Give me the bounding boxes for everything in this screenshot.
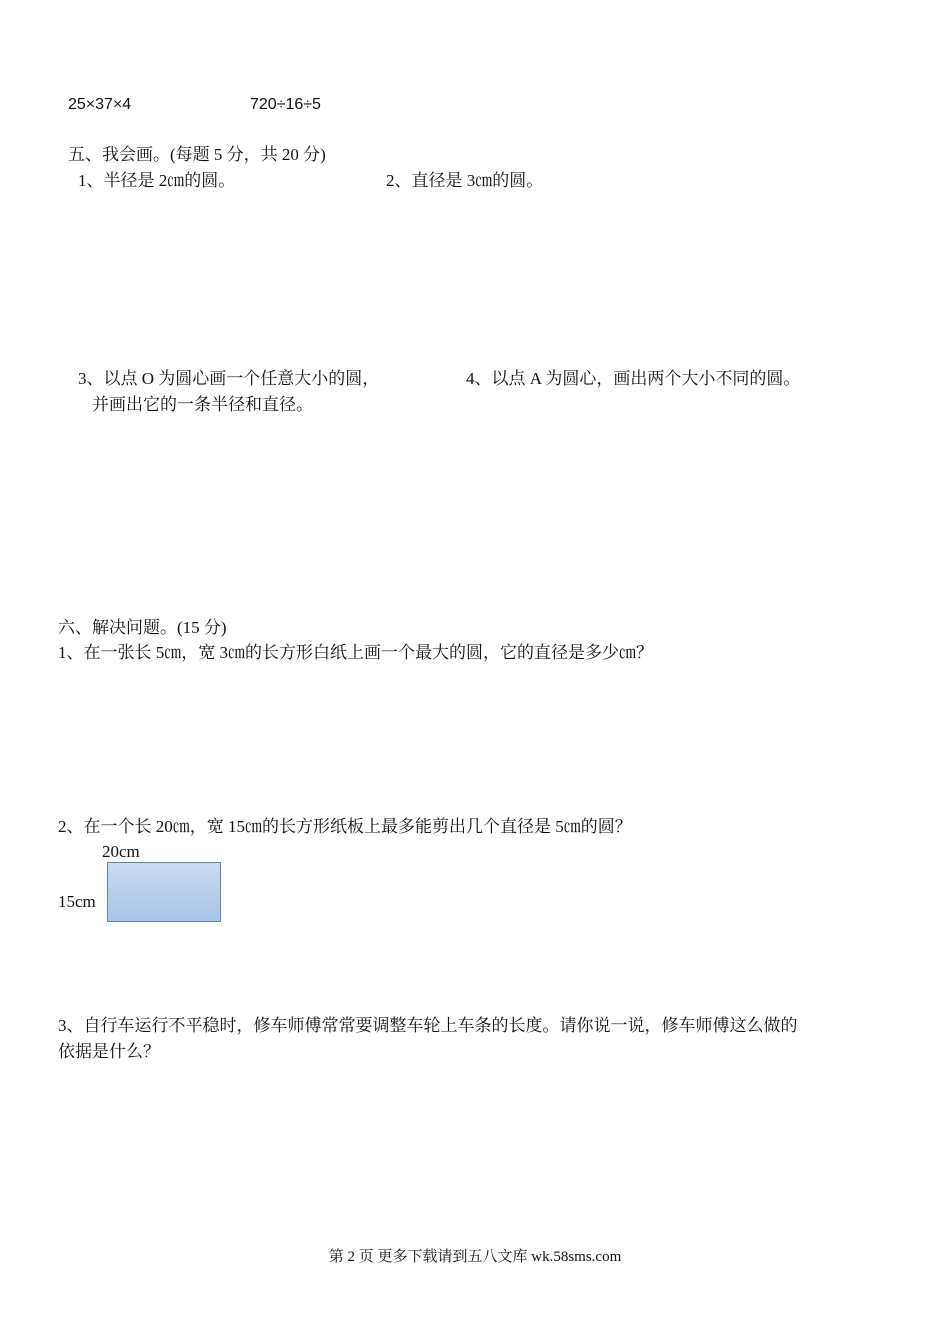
section-6-question-3-line-1: 3、自行车运行不平稳时，修车师傅常常要调整车轮上车条的长度。请你说一说，修车师傅这么做的: [58, 1016, 798, 1035]
section-5-question-3-line-2: 并画出它的一条半径和直径。: [92, 395, 313, 414]
section-6-question-1: 1、在一张长 5㎝，宽 3㎝的长方形白纸上画一个最大的圆，它的直径是多少㎝？: [58, 643, 653, 662]
cardboard-rectangle-figure: [107, 862, 221, 922]
section-5-question-4: 4、以点 A 为圆心，画出两个大小不同的圆。: [466, 369, 801, 388]
section-6-heading: 六、解决问题。(15 分): [58, 618, 227, 637]
section-5-question-2: 2、直径是 3㎝的圆。: [386, 171, 544, 190]
section-6-question-2: 2、在一个长 20㎝，宽 15㎝的长方形纸板上最多能剪出几个直径是 5㎝的圆？: [58, 817, 632, 836]
section-5-question-1: 1、半径是 2㎝的圆。: [78, 171, 236, 190]
figure-width-label: 20cm: [102, 842, 140, 861]
page-footer: 第 2 页 更多下载请到五八文库 wk.58sms.com: [328, 1249, 622, 1265]
calc-expression-1: 25×37×4: [68, 96, 132, 113]
calc-expression-2: 720÷16÷5: [250, 96, 321, 113]
section-5-heading: 五、我会画。(每题 5 分，共 20 分): [68, 145, 326, 164]
figure-height-label: 15cm: [58, 892, 96, 911]
section-6-question-3-line-2: 依据是什么？: [58, 1042, 160, 1061]
section-5-question-3-line-1: 3、以点 O 为圆心画一个任意大小的圆，: [78, 369, 380, 388]
